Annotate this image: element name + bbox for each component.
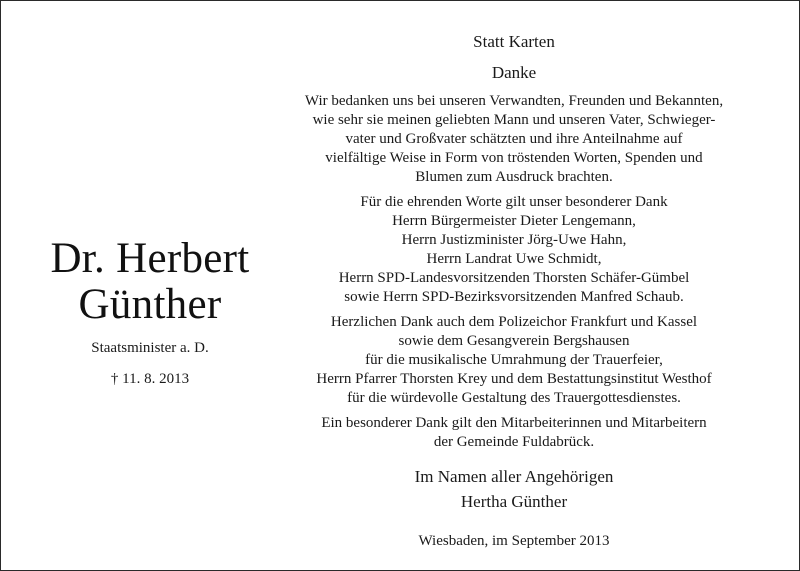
- signature-block: [262, 464, 766, 514]
- text-line: der Gemeinde Fuldabrück.: [433, 434, 595, 450]
- text-line: Ein besonderer Dank gilt den Mitarbeiterinnen und Mitarbeitern: [321, 415, 707, 431]
- place-date: Wiesbaden, im September 2013: [418, 533, 610, 549]
- text-line: wie sehr sie meinen geliebten Mann und unseren Vater, Schwieger-: [312, 112, 716, 128]
- thanks-text-block: [262, 31, 766, 551]
- death-date: † 11. 8. 2013: [110, 371, 190, 387]
- signature-name: Hertha Günther: [460, 492, 568, 511]
- text-line: Herzlichen Dank auch dem Polizeichor Frankfurt und Kassel: [330, 314, 698, 330]
- paragraph-thanks-speakers: [262, 193, 766, 307]
- signature-line: Im Namen aller Angehörigen: [414, 467, 614, 486]
- paragraph-thanks-relatives: [262, 92, 766, 187]
- text-line: Blumen zum Ausdruck brachten.: [415, 169, 613, 185]
- text-line: vater und Großvater schätzten und ihre Anteilnahme auf: [345, 131, 683, 147]
- text-line: sowie dem Gesangverein Bergshausen: [398, 333, 630, 349]
- text-line: Wir bedanken uns bei unseren Verwandten, Freunden und Bekannten,: [304, 93, 724, 109]
- deceased-name-last: Günther: [78, 281, 222, 328]
- text-line: Herrn Landrat Uwe Schmidt,: [426, 251, 602, 267]
- text-line: Herrn Bürgermeister Dieter Lengemann,: [392, 213, 636, 229]
- text-line: Für die ehrenden Worte gilt unser besonderer Dank: [360, 194, 668, 210]
- text-line: Herrn Pfarrer Thorsten Krey und dem Bestattungsinstitut Westhof: [316, 371, 712, 387]
- text-line: für die würdevolle Gestaltung des Trauergottesdienstes.: [347, 390, 681, 406]
- paragraph-thanks-music: [262, 313, 766, 408]
- paragraph-thanks-staff: [262, 414, 766, 452]
- deceased-title: Staatsminister a. D.: [91, 340, 209, 356]
- heading-statt-karten: Statt Karten: [473, 32, 555, 51]
- heading-danke: Danke: [491, 63, 537, 82]
- deceased-name-first: Dr. Herbert: [50, 235, 250, 282]
- text-line: Herrn Justizminister Jörg-Uwe Hahn,: [401, 232, 627, 248]
- text-line: Herrn SPD-Landesvorsitzenden Thorsten Schäfer-Gümbel: [338, 270, 690, 286]
- text-line: für die musikalische Umrahmung der Trauerfeier,: [365, 352, 663, 368]
- text-line: sowie Herrn SPD-Bezirksvorsitzenden Manfred Schaub.: [344, 289, 684, 305]
- text-line: vielfältige Weise in Form von tröstenden Worten, Spenden und: [325, 150, 703, 166]
- deceased-block: [20, 236, 280, 389]
